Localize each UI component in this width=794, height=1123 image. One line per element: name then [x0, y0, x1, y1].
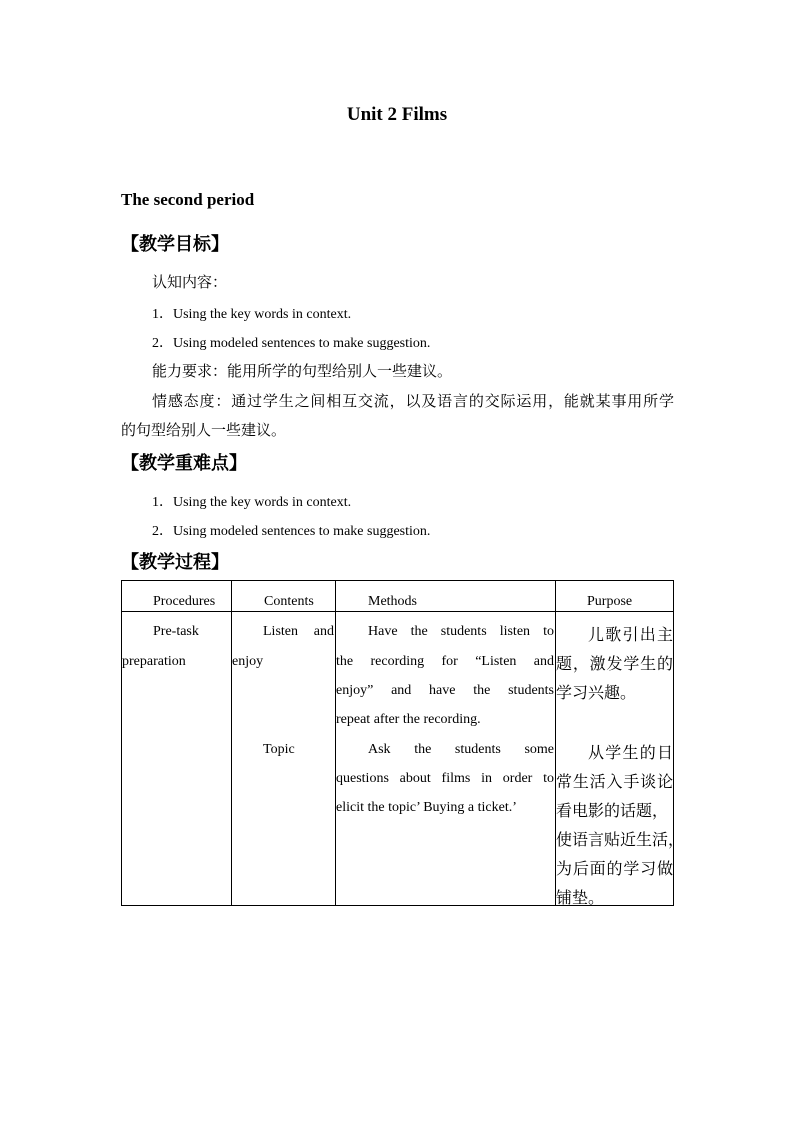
- keypoint-item-1: 1．Using the key words in context.: [152, 495, 352, 510]
- purpose2-line5: 为后面的学习做: [556, 859, 673, 878]
- purpose2-line3: 看电影的话题，: [556, 801, 669, 820]
- method2-line3: elicit the topic’ Buying a ticket.’: [336, 800, 517, 815]
- procedure-line1: Pre-task: [153, 624, 199, 639]
- method1-line2: the recording for “Listen and: [336, 654, 554, 669]
- objective-item-1: 1．Using the key words in context.: [152, 307, 352, 322]
- purpose2-line2: 常生活入手谈论: [556, 772, 673, 791]
- process-table: [121, 580, 685, 907]
- content2-topic: Topic: [263, 742, 295, 757]
- method1-line3: enjoy” and have the students: [336, 683, 554, 698]
- table-header-divider: [122, 611, 673, 612]
- purpose2-line4: 使语言贴近生活，: [556, 830, 685, 849]
- purpose2-line6: 铺垫。: [556, 888, 605, 907]
- objectives-heading: 【教学目标】: [121, 234, 229, 255]
- objective-item-2: 2．Using modeled sentences to make suggestion.: [152, 336, 431, 351]
- header-contents: Contents: [264, 594, 314, 609]
- document-title: Unit 2 Films: [346, 104, 448, 125]
- method2-line2: questions about films in order to: [336, 771, 554, 786]
- ability-text: 能力要求：能用所学的句型给别人一些建议。: [152, 362, 453, 380]
- header-procedures: Procedures: [153, 594, 216, 609]
- method1-line1: Have the students listen to: [368, 624, 554, 639]
- purpose1-line2: 题，激发学生的: [556, 654, 673, 673]
- table-divider: [335, 581, 336, 905]
- affective-text-line1: 情感态度：通过学生之间相互交流，以及语言的交际运用，能就某事用所学: [152, 392, 674, 410]
- keypoint-item-2: 2．Using modeled sentences to make suggestion.: [152, 524, 431, 539]
- method1-line4: repeat after the recording.: [336, 712, 481, 727]
- content1-line1: Listen and: [263, 624, 334, 639]
- procedure-line2: preparation: [122, 654, 186, 669]
- header-purpose: Purpose: [587, 594, 633, 609]
- table-divider: [231, 581, 232, 905]
- content1-line2: enjoy: [232, 654, 264, 669]
- method2-line1: Ask the students some: [368, 742, 554, 757]
- header-methods: Methods: [368, 594, 417, 609]
- cognitive-label: 认知内容：: [152, 273, 228, 291]
- purpose2-line1: 从学生的日: [588, 743, 673, 762]
- process-heading: 【教学过程】: [121, 552, 229, 573]
- purpose1-line3: 学习兴趣。: [556, 683, 637, 702]
- purpose1-line1: 儿歌引出主: [588, 625, 673, 644]
- period-heading: The second period: [121, 190, 255, 209]
- keypoints-heading: 【教学重难点】: [121, 453, 247, 474]
- affective-text-line2: 的句型给别人一些建议。: [121, 421, 287, 439]
